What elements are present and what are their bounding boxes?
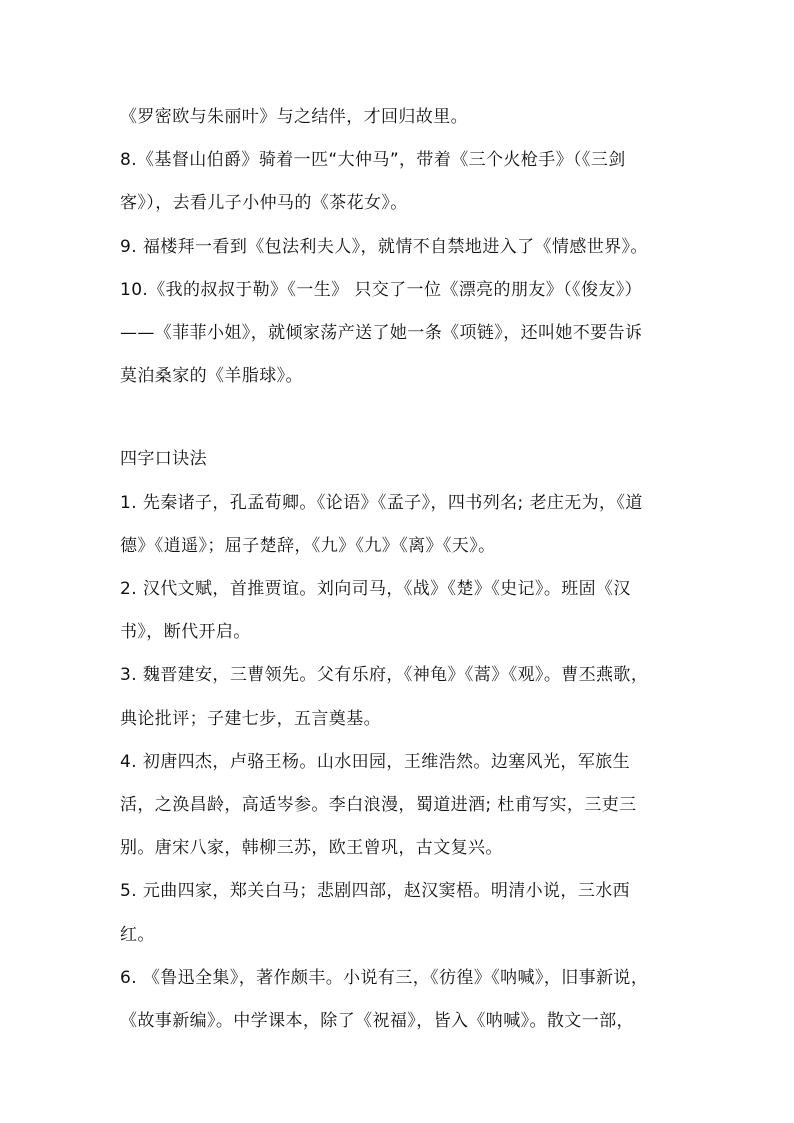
text-line: 书》，断代开启。 xyxy=(120,622,251,643)
text-line: 别。唐宋八家，韩柳三苏，欧王曾巩，古文复兴。 xyxy=(120,838,503,859)
text-line: 8.《基督山伯爵》骑着一匹“大仲马”，带着《三个火枪手》（《三剑 xyxy=(120,150,626,171)
document-body xyxy=(120,96,690,1043)
text-line: 典论批评；子建七步，五言奠基。 xyxy=(120,708,381,729)
text-line: 1. 先秦诸子，孔孟荀卿。《论语》《孟子》，四书列名; 老庄无为，《道 xyxy=(120,492,643,513)
text-line: 3. 魏晋建安，三曹领先。父有乐府，《神龟》《蒿》《观》。曹丕燕歌， xyxy=(120,665,649,686)
text-line: 《罗密欧与朱丽叶》与之结伴，才回归故里。 xyxy=(120,107,468,127)
text-line: 活，之涣昌龄，高适岑参。李白浪漫，蜀道进酒; 杜甫写实，三吏三 xyxy=(120,795,637,816)
text-line: 4. 初唐四杰，卢骆王杨。山水田园，王维浩然。边塞风光，军旅生 xyxy=(120,751,631,772)
text-line: 5. 元曲四家，郑关白马；悲剧四部，赵汉窦梧。明清小说，三水西 xyxy=(120,881,631,902)
text-line: 莫泊桑家的《羊脂球》。 xyxy=(120,366,303,387)
text-line: 红。 xyxy=(120,924,155,945)
text-line: 10.《我的叔叔于勒》《一生》 只交了一位《漂亮的朋友》（《俊友》） xyxy=(120,279,643,300)
text-line: 德》《逍遥》；屈子楚辞，《九》《九》《离》《天》。 xyxy=(120,535,496,556)
text-line: 2. 汉代文赋，首推贾谊。刘向司马，《战》《楚》《史记》。班固《汉 xyxy=(120,579,631,600)
text-line: ——《菲菲小姐》，就倾家荡产送了她一条《项链》，还叫她不要告诉 xyxy=(120,323,643,344)
text-line: 6. 《鲁迅全集》，著作颇丰。小说有三，《彷徨》《呐喊》，旧事新说， xyxy=(120,967,649,988)
text-line: 客》），去看儿子小仲马的《茶花女》。 xyxy=(120,193,408,214)
section-heading: 四字口诀法 xyxy=(120,449,207,470)
text-line: 9. 福楼拜一看到《包法利夫人》，就情不自禁地进入了《情感世界》。 xyxy=(120,236,648,257)
text-line: 《故事新编》。中学课本，除了《祝福》，皆入《呐喊》。散文一部， xyxy=(120,1011,634,1032)
